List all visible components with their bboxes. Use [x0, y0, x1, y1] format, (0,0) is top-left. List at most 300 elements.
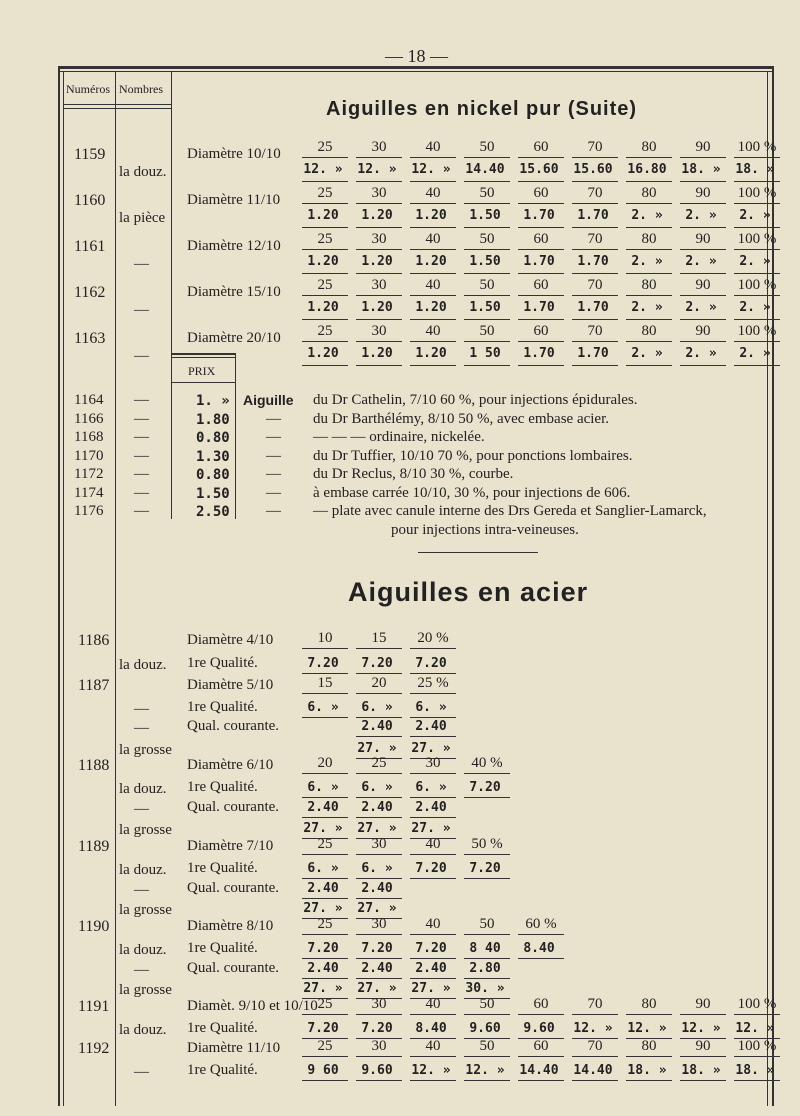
price-underline	[572, 273, 618, 274]
size-underline	[302, 854, 348, 855]
price-underline	[302, 817, 348, 818]
price-underline	[356, 958, 402, 959]
price-cell: 1.70	[523, 346, 555, 361]
price-cell: 2. »	[685, 208, 717, 223]
price-underline	[464, 273, 510, 274]
price-underline	[518, 958, 564, 959]
price-underline	[302, 898, 348, 899]
size-cell: 90	[695, 185, 711, 201]
price-cell: 9.60	[523, 1021, 555, 1036]
price-cell: 18. »	[735, 162, 775, 177]
price-cell: 1.20	[415, 208, 447, 223]
size-underline	[626, 249, 672, 250]
size-underline	[410, 1056, 456, 1057]
row-unit: la pièce	[119, 210, 166, 226]
row-label: 1re Qualité.	[187, 1020, 258, 1036]
price-cell: 14.40	[465, 162, 505, 177]
price-cell: 7.20	[415, 656, 447, 671]
size-cell: 25	[317, 185, 333, 201]
row-unit: la grosse	[119, 822, 172, 838]
row-label: Diamètre 4/10	[187, 632, 274, 648]
price-underline	[356, 717, 402, 718]
row-price: 0.80	[196, 467, 230, 483]
row-number: 1163	[74, 330, 106, 347]
price-underline	[734, 181, 780, 182]
price-cell: 8.40	[523, 941, 555, 956]
price-underline	[518, 1080, 564, 1081]
size-underline	[626, 203, 672, 204]
price-cell: 6. »	[307, 780, 339, 795]
row-unit: —	[134, 701, 149, 717]
size-underline	[734, 341, 780, 342]
size-underline	[356, 773, 402, 774]
price-underline	[680, 273, 726, 274]
price-underline	[356, 273, 402, 274]
row-unit: —	[134, 392, 149, 408]
price-underline	[464, 958, 510, 959]
price-underline	[410, 365, 456, 366]
price-underline	[734, 319, 780, 320]
size-cell: 60 %	[525, 916, 557, 932]
row-number: 1186	[78, 632, 110, 649]
price-underline	[410, 878, 456, 879]
row-number: 1162	[74, 284, 106, 301]
row-number: 1160	[74, 192, 106, 209]
size-cell: 50	[479, 916, 495, 932]
size-cell: 80	[641, 139, 657, 155]
row-unit: —	[134, 503, 149, 519]
size-underline	[626, 295, 672, 296]
size-underline	[410, 203, 456, 204]
row-description: — plate avec canule interne des Drs Gereda et Sanglier-Lamarck,	[313, 503, 707, 519]
size-underline	[464, 1014, 510, 1015]
size-cell: 90	[695, 996, 711, 1012]
size-cell: 90	[695, 139, 711, 155]
size-cell: 100 %	[737, 277, 777, 293]
size-cell: 60	[533, 277, 549, 293]
price-cell: 1.70	[577, 346, 609, 361]
size-cell: 100 %	[737, 323, 777, 339]
price-cell: 1.50	[469, 254, 501, 269]
price-underline	[464, 365, 510, 366]
price-cell: 30. »	[465, 981, 505, 996]
price-cell: 1.70	[523, 208, 555, 223]
row-unit: la douz.	[119, 862, 167, 878]
price-cell: 2.40	[361, 719, 393, 734]
row-unit: la douz.	[119, 1022, 167, 1038]
row-price: 1. »	[196, 393, 230, 409]
price-cell: 27. »	[303, 901, 343, 916]
price-underline	[680, 227, 726, 228]
price-underline	[410, 319, 456, 320]
size-cell: 70	[587, 139, 603, 155]
price-cell: 18. »	[735, 1063, 775, 1078]
price-cell: 1.20	[361, 254, 393, 269]
row-lead: —	[266, 484, 281, 501]
price-cell: 2. »	[685, 300, 717, 315]
price-cell: 2.40	[361, 881, 393, 896]
size-cell: 25	[317, 277, 333, 293]
size-underline	[518, 1056, 564, 1057]
size-underline	[680, 249, 726, 250]
price-cell: 7.20	[361, 941, 393, 956]
size-cell: 25	[317, 916, 333, 932]
section-title-nickel: Aiguilles en nickel pur (Suite)	[326, 98, 638, 120]
prix-box-right	[235, 353, 236, 519]
size-underline	[302, 295, 348, 296]
price-cell: 7.20	[361, 1021, 393, 1036]
price-cell: 15.60	[519, 162, 559, 177]
size-underline	[356, 1014, 402, 1015]
row-description: du Dr Cathelin, 7/10 60 %, pour injections épidurales.	[313, 392, 638, 408]
col-separator-2	[171, 72, 172, 364]
size-cell: 90	[695, 231, 711, 247]
size-cell: 40	[425, 996, 441, 1012]
size-underline	[734, 157, 780, 158]
price-cell: 6. »	[307, 700, 339, 715]
size-underline	[302, 648, 348, 649]
size-underline	[572, 295, 618, 296]
row-number: 1176	[74, 503, 104, 519]
price-underline	[572, 227, 618, 228]
row-price: 1.80	[196, 411, 230, 428]
price-cell: 2. »	[631, 254, 663, 269]
price-underline	[626, 181, 672, 182]
price-cell: 2.40	[307, 881, 339, 896]
size-cell: 40	[425, 277, 441, 293]
size-cell: 25	[317, 996, 333, 1012]
price-cell: 1.20	[307, 346, 339, 361]
size-underline	[302, 249, 348, 250]
row-description: à embase carrée 10/10, 30 %, pour injections de 606.	[313, 484, 631, 501]
row-unit: —	[134, 447, 149, 464]
row-label: Diamètre 5/10	[187, 677, 274, 693]
row-number: 1168	[74, 429, 104, 445]
size-underline	[410, 249, 456, 250]
header-rule-3	[64, 108, 115, 109]
row-unit: la douz.	[119, 657, 167, 673]
size-cell: 80	[641, 996, 657, 1012]
price-underline	[356, 181, 402, 182]
row-unit: —	[134, 429, 149, 445]
frame-left-line-2	[63, 72, 64, 1106]
row-number: 1161	[74, 238, 106, 255]
size-cell: 100 %	[737, 231, 777, 247]
row-diameter-label: Diamètre 10/10	[187, 146, 281, 162]
price-cell: 27. »	[357, 901, 397, 916]
size-underline	[464, 1056, 510, 1057]
price-underline	[302, 319, 348, 320]
price-underline	[518, 227, 564, 228]
size-underline	[518, 157, 564, 158]
row-label: Diamètre 7/10	[187, 838, 274, 854]
price-cell: 1.70	[523, 300, 555, 315]
price-cell: 2. »	[739, 254, 771, 269]
size-cell: 20	[371, 675, 387, 691]
prix-box-bottom	[171, 382, 235, 383]
price-underline	[572, 181, 618, 182]
price-cell: 1.70	[577, 300, 609, 315]
size-underline	[518, 295, 564, 296]
col-header-nombres: Nombres	[119, 82, 163, 96]
price-cell: 14.40	[573, 1063, 613, 1078]
price-underline	[464, 181, 510, 182]
price-cell: 18. »	[681, 1063, 721, 1078]
price-cell: 7.20	[469, 861, 501, 876]
price-underline	[572, 1080, 618, 1081]
row-number: 1166	[74, 410, 104, 427]
price-underline	[302, 673, 348, 674]
price-cell: 6. »	[307, 861, 339, 876]
price-cell: 7.20	[415, 861, 447, 876]
prix-box-top	[171, 353, 235, 355]
row-unit: —	[134, 801, 149, 817]
price-cell: 2. »	[739, 300, 771, 315]
row-label: Qual. courante.	[187, 880, 280, 896]
row-lead: —	[266, 410, 281, 427]
price-underline	[356, 319, 402, 320]
size-underline	[302, 773, 348, 774]
size-underline	[680, 1056, 726, 1057]
size-underline	[572, 249, 618, 250]
row-lead: —	[266, 466, 281, 482]
price-underline	[356, 736, 402, 737]
size-cell: 80	[641, 185, 657, 201]
size-underline	[572, 1014, 618, 1015]
size-underline	[464, 934, 510, 935]
row-label: 1re Qualité.	[187, 779, 258, 795]
size-underline	[410, 157, 456, 158]
row-number: 1187	[78, 677, 110, 694]
row-unit: la grosse	[119, 902, 172, 918]
size-underline	[410, 295, 456, 296]
size-underline	[572, 203, 618, 204]
price-cell: 2. »	[685, 254, 717, 269]
row-description: du Dr Barthélémy, 8/10 50 %, avec embase acier.	[313, 410, 610, 427]
price-cell: 14.40	[519, 1063, 559, 1078]
row-label: Diamètre 11/10	[187, 1040, 281, 1056]
size-cell: 50	[479, 996, 495, 1012]
row-number: 1190	[78, 918, 110, 935]
row-description: du Dr Tuffier, 10/10 70 %, pour ponctions lombaires.	[313, 447, 633, 464]
price-cell: 1.50	[469, 208, 501, 223]
price-cell: 27. »	[357, 981, 397, 996]
size-underline	[302, 1014, 348, 1015]
row-unit: —	[134, 302, 149, 318]
price-underline	[518, 181, 564, 182]
frame-top-line	[58, 66, 774, 69]
size-cell: 70	[587, 1038, 603, 1054]
price-cell: 1.20	[307, 208, 339, 223]
price-cell: 7.20	[469, 780, 501, 795]
size-cell: 70	[587, 996, 603, 1012]
size-cell: 80	[641, 323, 657, 339]
size-cell: 70	[587, 185, 603, 201]
size-cell: 60	[533, 1038, 549, 1054]
size-cell: 100 %	[737, 996, 777, 1012]
size-cell: 25	[371, 755, 387, 771]
size-cell: 80	[641, 277, 657, 293]
size-cell: 30	[371, 139, 387, 155]
size-cell: 50	[479, 139, 495, 155]
size-underline	[356, 1056, 402, 1057]
price-cell: 2.40	[415, 719, 447, 734]
size-underline	[356, 934, 402, 935]
header-rule-1	[64, 104, 115, 105]
price-underline	[734, 1080, 780, 1081]
size-underline	[680, 157, 726, 158]
price-cell: 27. »	[411, 741, 451, 756]
row-unit: la douz.	[119, 164, 167, 180]
section-divider	[418, 552, 538, 553]
price-cell: 15.60	[573, 162, 613, 177]
size-underline	[518, 203, 564, 204]
size-underline	[734, 1014, 780, 1015]
size-underline	[302, 934, 348, 935]
price-underline	[356, 673, 402, 674]
size-underline	[626, 157, 672, 158]
price-underline	[464, 1080, 510, 1081]
size-cell: 20 %	[417, 630, 449, 646]
row-unit: la grosse	[119, 742, 172, 758]
price-underline	[464, 319, 510, 320]
row-diameter-label: Diamètre 12/10	[187, 238, 281, 254]
price-cell: 7.20	[415, 941, 447, 956]
row-unit: —	[134, 466, 149, 482]
price-cell: 6. »	[415, 780, 447, 795]
price-cell: 2. »	[739, 208, 771, 223]
price-underline	[410, 817, 456, 818]
price-cell: 1.20	[307, 300, 339, 315]
size-cell: 40 %	[471, 755, 503, 771]
frame-top-line-2	[58, 71, 774, 72]
size-underline	[356, 854, 402, 855]
size-underline	[518, 934, 564, 935]
price-cell: 27. »	[303, 981, 343, 996]
size-cell: 40	[425, 836, 441, 852]
price-cell: 12. »	[573, 1021, 613, 1036]
price-cell: 12. »	[303, 162, 343, 177]
price-underline	[356, 817, 402, 818]
size-underline	[518, 1014, 564, 1015]
size-cell: 40	[425, 323, 441, 339]
price-underline	[464, 797, 510, 798]
price-underline	[626, 1080, 672, 1081]
price-cell: 8 40	[469, 941, 501, 956]
price-cell: 2.40	[415, 961, 447, 976]
price-underline	[302, 365, 348, 366]
size-cell: 50	[479, 185, 495, 201]
header-rule-2	[116, 104, 171, 105]
price-cell: 1.70	[577, 254, 609, 269]
size-underline	[464, 203, 510, 204]
price-underline	[302, 978, 348, 979]
price-cell: 27. »	[357, 821, 397, 836]
price-cell: 1.20	[415, 346, 447, 361]
price-cell: 2. »	[631, 300, 663, 315]
price-cell: 1.20	[361, 208, 393, 223]
row-number: 1188	[78, 757, 110, 774]
price-underline	[734, 365, 780, 366]
price-underline	[302, 1080, 348, 1081]
size-underline	[464, 773, 510, 774]
size-underline	[302, 157, 348, 158]
size-underline	[356, 693, 402, 694]
row-number: 1159	[74, 146, 106, 163]
price-underline	[356, 878, 402, 879]
price-cell: 7.20	[361, 656, 393, 671]
row-unit: la grosse	[119, 982, 172, 998]
price-underline	[302, 227, 348, 228]
row-label: Diamèt. 9/10 et 10/10	[187, 998, 318, 1014]
price-underline	[626, 273, 672, 274]
row-number: 1170	[74, 447, 104, 464]
size-underline	[410, 773, 456, 774]
size-cell: 25	[317, 1038, 333, 1054]
price-cell: 1 50	[469, 346, 501, 361]
size-cell: 30	[371, 323, 387, 339]
size-underline	[626, 341, 672, 342]
size-underline	[518, 249, 564, 250]
price-cell: 7.20	[307, 656, 339, 671]
size-cell: 50	[479, 277, 495, 293]
size-underline	[734, 249, 780, 250]
price-underline	[302, 878, 348, 879]
price-cell: 1.20	[307, 254, 339, 269]
size-cell: 30	[371, 277, 387, 293]
size-underline	[302, 341, 348, 342]
price-underline	[410, 181, 456, 182]
size-cell: 100 %	[737, 185, 777, 201]
col-header-numeros: Numéros	[66, 82, 110, 96]
row-unit: —	[134, 484, 149, 501]
row-lead: Aiguille	[243, 392, 294, 408]
row-number: 1191	[78, 998, 110, 1015]
price-underline	[410, 273, 456, 274]
price-cell: 9.60	[361, 1063, 393, 1078]
size-cell: 100 %	[737, 1038, 777, 1054]
size-cell: 60	[533, 231, 549, 247]
row-label: 1re Qualité.	[187, 655, 258, 671]
size-cell: 30	[425, 755, 441, 771]
prix-label: PRIX	[188, 364, 216, 378]
prix-box-top-2	[171, 357, 235, 358]
size-cell: 40	[425, 185, 441, 201]
price-underline	[410, 717, 456, 718]
row-diameter-label: Diamètre 20/10	[187, 330, 281, 346]
row-label: Diamètre 8/10	[187, 918, 274, 934]
frame-left-line	[58, 66, 60, 1106]
size-underline	[464, 854, 510, 855]
size-underline	[518, 341, 564, 342]
row-label: 1re Qualité.	[187, 699, 258, 715]
size-cell: 40	[425, 231, 441, 247]
row-number: 1189	[78, 838, 110, 855]
size-underline	[734, 203, 780, 204]
row-diameter-label: Diamètre 15/10	[187, 284, 281, 300]
size-cell: 25	[317, 836, 333, 852]
price-cell: 2.40	[361, 800, 393, 815]
size-cell: 60	[533, 139, 549, 155]
row-label: Qual. courante.	[187, 718, 280, 734]
size-underline	[356, 341, 402, 342]
row-unit: la douz.	[119, 942, 167, 958]
price-cell: 1.20	[361, 346, 393, 361]
price-underline	[302, 717, 348, 718]
size-cell: 30	[371, 916, 387, 932]
price-cell: 6. »	[415, 700, 447, 715]
size-cell: 25	[317, 231, 333, 247]
